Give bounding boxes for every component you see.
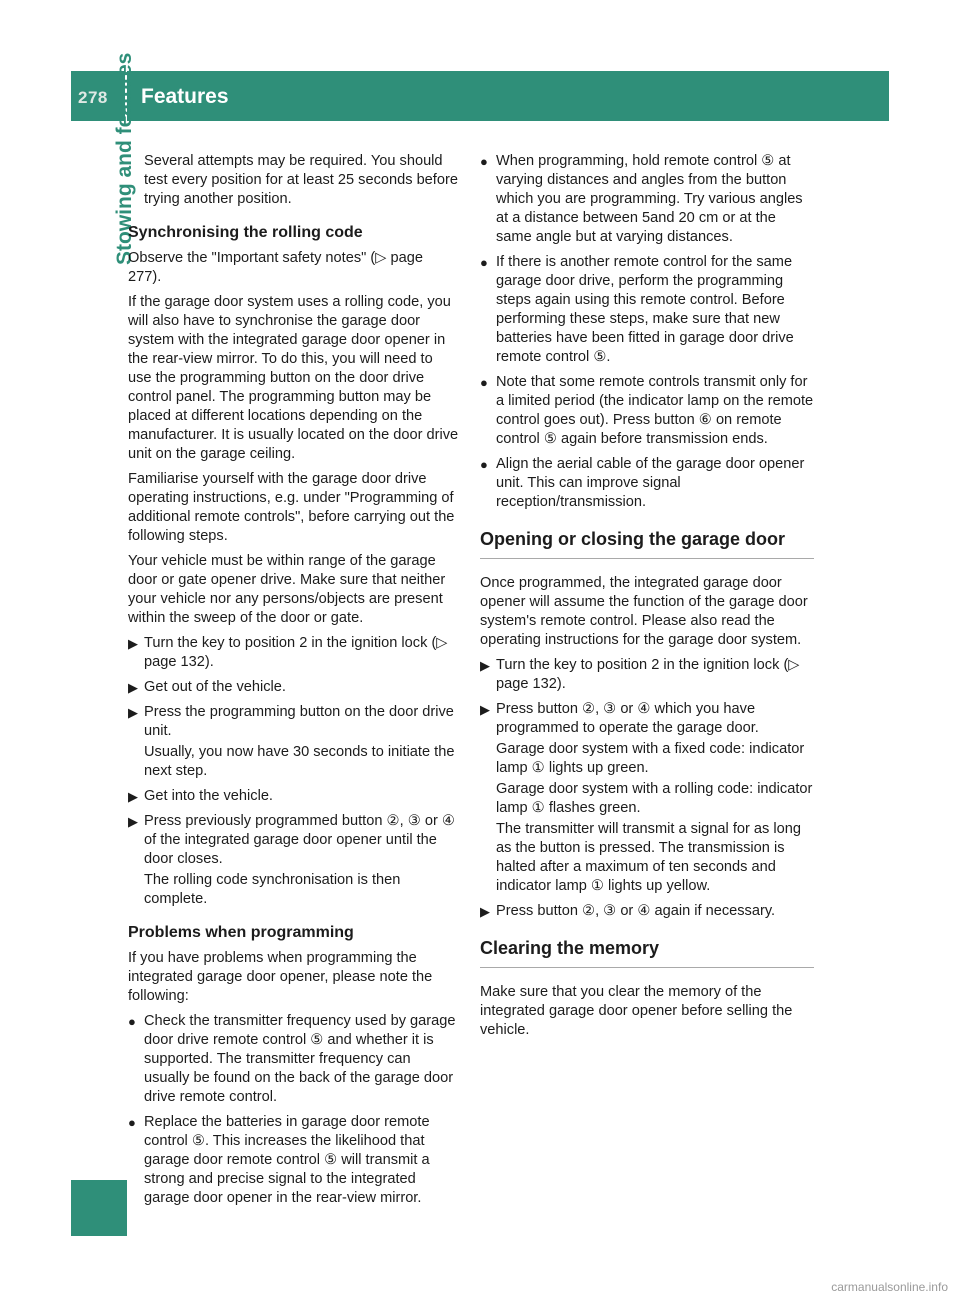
page-title: Features bbox=[141, 85, 229, 108]
bullet-icon: ● bbox=[128, 1014, 136, 1029]
bullet-icon: ● bbox=[480, 375, 488, 390]
section-heading-problems: Problems when programming bbox=[128, 924, 354, 941]
page-number: 278 bbox=[78, 88, 108, 107]
side-tab-block bbox=[71, 1180, 127, 1236]
step-note: The transmitter will transmit a signal for as long as the button is pressed. The transmission is halted after a maximum of ten seconds and indicator lamp ① lights up yellow. bbox=[496, 821, 801, 894]
step-arrow-icon: ▶ bbox=[128, 636, 138, 651]
section-heading-opening: Opening or closing the garage door bbox=[480, 530, 814, 559]
bullet-item bbox=[480, 455, 814, 512]
paragraph: If the garage door system uses a rolling code, you will also have to synchronise the garage door system with the integrated garage door opener in the rear-view mirror. To do this, you will need to use the programming button on the door drive control panel. The programming button may be placed at different locations depending on the manufacturer. It is usually located on the door drive unit on the garage ceiling. bbox=[128, 294, 459, 462]
paragraph: Your vehicle must be within range of the garage door or gate opener drive. Make sure that neither your vehicle nor any persons/objects are present within the sweep of the door or gate. bbox=[128, 553, 446, 626]
bullet-icon: ● bbox=[480, 255, 488, 270]
intro-text: Several attempts may be required. You should test every position for at least 25 seconds before trying another position. bbox=[144, 153, 458, 207]
step-arrow-icon: ▶ bbox=[480, 904, 490, 919]
step-arrow-icon: ▶ bbox=[480, 702, 490, 717]
paragraph: Observe the "Important safety notes" (▷ page 277). bbox=[128, 250, 423, 285]
step-text: Press button ②, ③ or ④ which you have programmed to operate the garage door. bbox=[496, 701, 759, 736]
bullet-item bbox=[128, 1012, 460, 1107]
step-arrow-icon: ▶ bbox=[128, 789, 138, 804]
step-arrow-icon: ▶ bbox=[128, 705, 138, 720]
bullet-item bbox=[480, 373, 814, 449]
step-text: Turn the key to position 2 in the ignition lock (▷ page 132). bbox=[144, 635, 448, 670]
step-note: The rolling code synchronisation is then complete. bbox=[144, 872, 401, 907]
step-item bbox=[128, 678, 460, 697]
step-note: Garage door system with a rolling code: indicator lamp ① flashes green. bbox=[496, 781, 813, 816]
step-arrow-icon: ▶ bbox=[128, 680, 138, 695]
step-item bbox=[128, 787, 460, 806]
bullet-item bbox=[128, 1113, 460, 1208]
left-column bbox=[128, 152, 460, 1214]
bullet-icon: ● bbox=[480, 154, 488, 169]
section-heading-clearing: Clearing the memory bbox=[480, 939, 814, 968]
step-text: Press the programming button on the door drive unit. bbox=[144, 704, 454, 739]
step-text: Turn the key to position 2 in the ignition lock (▷ page 132). bbox=[496, 657, 800, 692]
bullet-item bbox=[480, 253, 814, 367]
step-item bbox=[480, 700, 814, 896]
bullet-text: If there is another remote control for the same garage door drive, perform the programming steps again using this remote control. Before performing these steps, make sure that new batteries have been fitted in garage door drive remote control ⑤. bbox=[496, 254, 794, 365]
watermark-text: carmanualsonline.info bbox=[831, 1280, 948, 1294]
section-heading-sync: Synchronising the rolling code bbox=[128, 224, 363, 241]
step-item bbox=[128, 812, 460, 909]
step-text: Press button ②, ③ or ④ again if necessary. bbox=[496, 903, 776, 919]
side-tab-label: Stowing and features bbox=[113, 52, 136, 265]
step-item bbox=[480, 902, 814, 921]
step-text: Press previously programmed button ②, ③ or ④ of the integrated garage door opener until the door closes. bbox=[144, 813, 455, 867]
bullet-item bbox=[480, 152, 814, 247]
paragraph: Make sure that you clear the memory of the integrated garage door opener before selling the vehicle. bbox=[480, 984, 793, 1038]
right-column bbox=[480, 152, 814, 1046]
step-text: Get out of the vehicle. bbox=[144, 679, 286, 695]
step-item bbox=[480, 656, 814, 694]
paragraph: Familiarise yourself with the garage door drive operating instructions, e.g. under "Programming of additional remote controls", before carrying out the following steps. bbox=[128, 471, 455, 544]
paragraph: If you have problems when programming the integrated garage door opener, please note the following: bbox=[128, 950, 433, 1004]
bullet-text: Note that some remote controls transmit only for a limited period (the indicator lamp on the remote control goes out). Press button ⑥ on remote control ⑤ again before transmission ends. bbox=[496, 374, 814, 447]
bullet-icon: ● bbox=[480, 457, 488, 472]
bullet-text: Replace the batteries in garage door remote control ⑤. This increases the likelihood that garage door remote control ⑤ will transmit a strong and precise signal to the integrated garage door opener in the rear-view mirror. bbox=[144, 1114, 430, 1206]
step-arrow-icon: ▶ bbox=[480, 658, 490, 673]
bullet-text: When programming, hold remote control ⑤ at varying distances and angles from the button which you are programming. Try various angles at a distance between 5and 20 cm or at the same angle but at varying distances. bbox=[496, 153, 803, 245]
step-text: Get into the vehicle. bbox=[144, 788, 273, 804]
bullet-text: Check the transmitter frequency used by garage door drive remote control ⑤ and whether it is supported. The transmitter frequency can usually be found on the back of the garage door drive remote control. bbox=[144, 1013, 456, 1105]
step-item bbox=[128, 634, 460, 672]
step-note: Usually, you now have 30 seconds to initiate the next step. bbox=[144, 744, 455, 779]
step-note: Garage door system with a fixed code: indicator lamp ① lights up green. bbox=[496, 741, 805, 776]
step-item bbox=[128, 703, 460, 781]
bullet-icon: ● bbox=[128, 1115, 136, 1130]
paragraph: Once programmed, the integrated garage door opener will assume the function of the garage door system's remote control. Please also read the operating instructions for the garage door system. bbox=[480, 575, 808, 648]
bullet-text: Align the aerial cable of the garage door opener unit. This can improve signal reception/transmission. bbox=[496, 456, 805, 510]
step-arrow-icon: ▶ bbox=[128, 814, 138, 829]
